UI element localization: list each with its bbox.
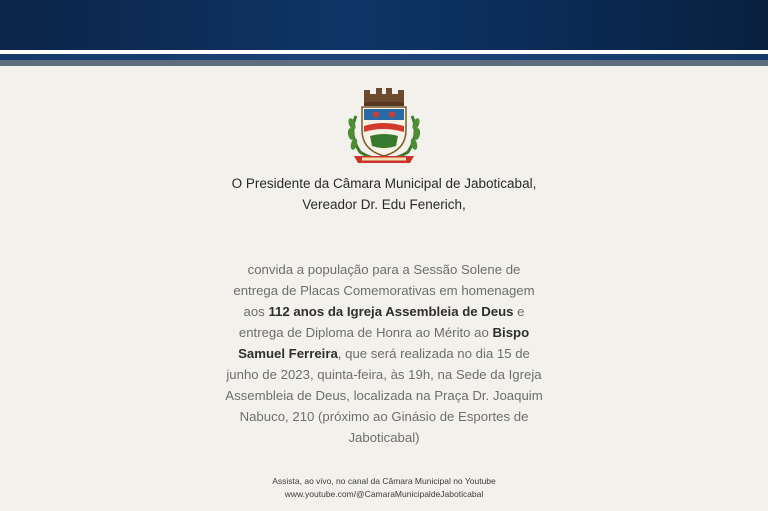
header-stripe-grey xyxy=(0,60,768,66)
footer-watch-live-text: Assista, ao vivo, no canal da Câmara Municipal no Youtube xyxy=(272,476,496,486)
body-text-part1: convida a população para a Sessão Solene de entrega de Placas Comemorativas em homenagem aos xyxy=(233,262,535,319)
title-line-councilor: Vereador Dr. Edu Fenerich, xyxy=(302,197,466,212)
header-banner xyxy=(0,0,768,50)
body-highlight-honoree: Bispo Samuel Ferreira xyxy=(238,325,530,361)
jaboticabal-coat-of-arms-icon xyxy=(342,86,426,166)
invitation-body xyxy=(224,259,544,448)
body-text-part2: e entrega de Diploma de Honra ao Mérito ao xyxy=(238,304,525,340)
title-line-president: O Presidente da Câmara Municipal de Jaboticabal, xyxy=(231,176,537,191)
footer xyxy=(0,475,768,501)
invitation-title xyxy=(0,173,768,215)
body-text-part3: , que será realizada no dia 15 de junho de 2023, quinta-feira, às 19h, na Sede da Igreja Assembleia de Deus, localizada na Praça Dr. Joaquim Nabuco, 210 (próximo ao Ginásio de Esportes de Jaboticabal) xyxy=(225,346,543,445)
footer-youtube-link[interactable]: www.youtube.com/@CamaraMunicipaldeJaboticabal xyxy=(284,489,484,499)
body-highlight-church-anniversary: 112 anos da Igreja Assembleia de Deus xyxy=(268,304,514,319)
